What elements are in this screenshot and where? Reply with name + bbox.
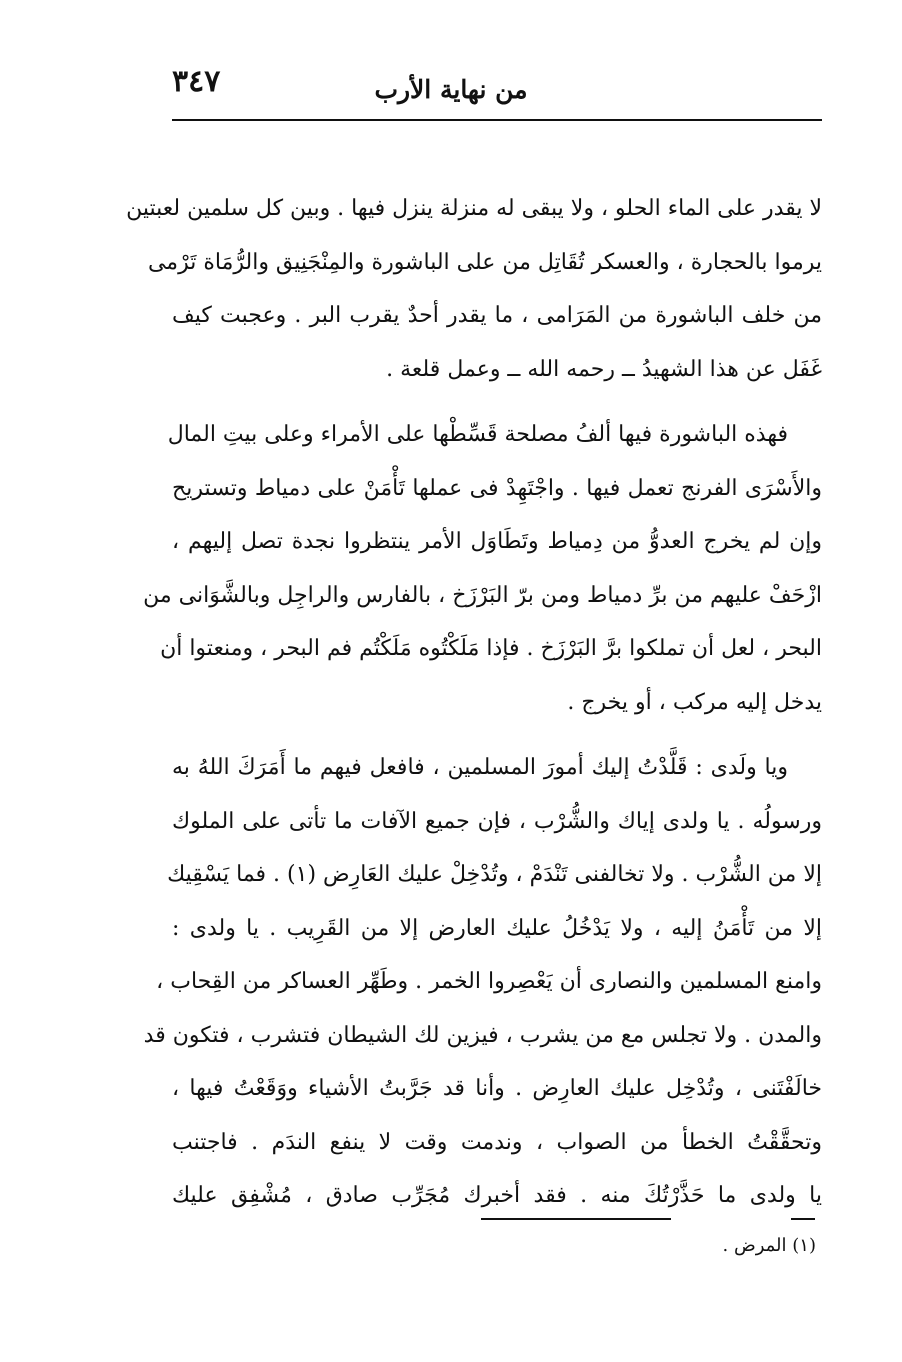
text-line: من خلف الباشورة من المَرَامى ، ما يقدر أحدٌ يقرب البر . وعجبت كيف bbox=[172, 303, 822, 328]
footnote bbox=[723, 1232, 817, 1260]
text-line: إلا من تَأْمَنُ إليه ، ولا يَدْخُلُ عليك العارض إلا من القَرِيب . يا ولدى : bbox=[172, 915, 822, 941]
running-title: من نهاية الأرب bbox=[374, 75, 528, 104]
footnote-rule bbox=[481, 1218, 671, 1220]
text-line: والأَسْرَى الفرنج تعمل فيها . واجْتَهِدْ فى عملها تَأْمَنْ على دمياط وتستريح bbox=[172, 475, 822, 501]
footnote-text: المرض . bbox=[722, 1235, 787, 1256]
text-line: البحر ، لعل أن تملكوا برَّ البَرْزَخ . فإذا مَلَكْتُوه مَلَكْتُم فم البحر ، ومنعتوا أن bbox=[160, 636, 822, 661]
paragraph-2 bbox=[143, 408, 822, 729]
text-line: والمدن . ولا تجلس مع من يشرب ، فيزين لك الشيطان فتشرب ، فتكون قد bbox=[143, 1022, 822, 1048]
text-line: إلا من الشُّرْب . ولا تخالفنى تَنْدَمْ ، وتُدْخِلْ عليك العَارِض (١) . فما يَسْقِيك bbox=[167, 862, 822, 887]
header-rule bbox=[172, 119, 822, 121]
text-line: خالَفْتَنى ، وتُدْخِل عليك العارِض . وأنا قد جَرَّبتُ الأشياء ووَقَعْتُ فيها ، bbox=[172, 1076, 822, 1101]
text-line: يرموا بالحجارة ، والعسكر تُقَاتِل من على الباشورة والمِنْجَنِيق والرُّمَاة تَرْمى bbox=[147, 249, 822, 275]
text-line: وإن لم يخرج العدوُّ من دِمياط وتَطَاوَل الأمر ينتظروا نجدة تصل إليهم ، bbox=[172, 529, 822, 554]
text-line: وامنع المسلمين والنصارى أن يَعْصِروا الخمر . وطَهِّر العساكر من القِحاب ، bbox=[156, 969, 822, 994]
text-line: غَفَل عن هذا الشهيدُ ــ رحمه الله ــ وعمل قلعة . bbox=[386, 356, 822, 382]
body-text bbox=[126, 182, 822, 1223]
text-line: يا ولدى ما حَذَّرْتُكَ منه . فقد أخبرك مُجَرِّب صادق ، مُشْفِق عليك bbox=[172, 1183, 822, 1208]
footnote-rule-tick bbox=[791, 1218, 815, 1220]
page-number: ٣٤٧ bbox=[172, 64, 221, 99]
text-line: ورسولُه . يا ولدى إياك والشُّرْب ، فإن جميع الآفات ما تأتى على الملوك bbox=[172, 808, 822, 834]
text-line: يدخل إليه مركب ، أو يخرج . bbox=[567, 689, 822, 715]
text-line: ويا ولَدى : قَلَّدْتُ إليك أمورَ المسلمين ، فافعل فيهم ما أَمَرَكَ اللهُ به bbox=[172, 755, 788, 780]
paragraph-3 bbox=[143, 741, 822, 1223]
paragraph-1 bbox=[126, 182, 822, 396]
text-line: وتحقَّقْتُ الخطأ من الصواب ، وندمت وقت لا ينفع الندَم . فاجتنب bbox=[172, 1129, 822, 1155]
text-line: لا يقدر على الماء الحلو ، ولا يبقى له منزلة ينزل فيها . وبين كل سلمين لعبتين bbox=[126, 196, 822, 221]
text-line: فهذه الباشورة فيها ألفُ مصلحة قَسِّطْها على الأمراء وعلى بيتِ المال bbox=[167, 422, 788, 447]
footnote-marker: (١) bbox=[792, 1235, 816, 1256]
text-line: ازْحَفْ عليهم من برِّ دمياط ومن برّ البَرْزَخ ، بالفارس والراجِل وبالشَّوَانى من bbox=[143, 582, 822, 608]
